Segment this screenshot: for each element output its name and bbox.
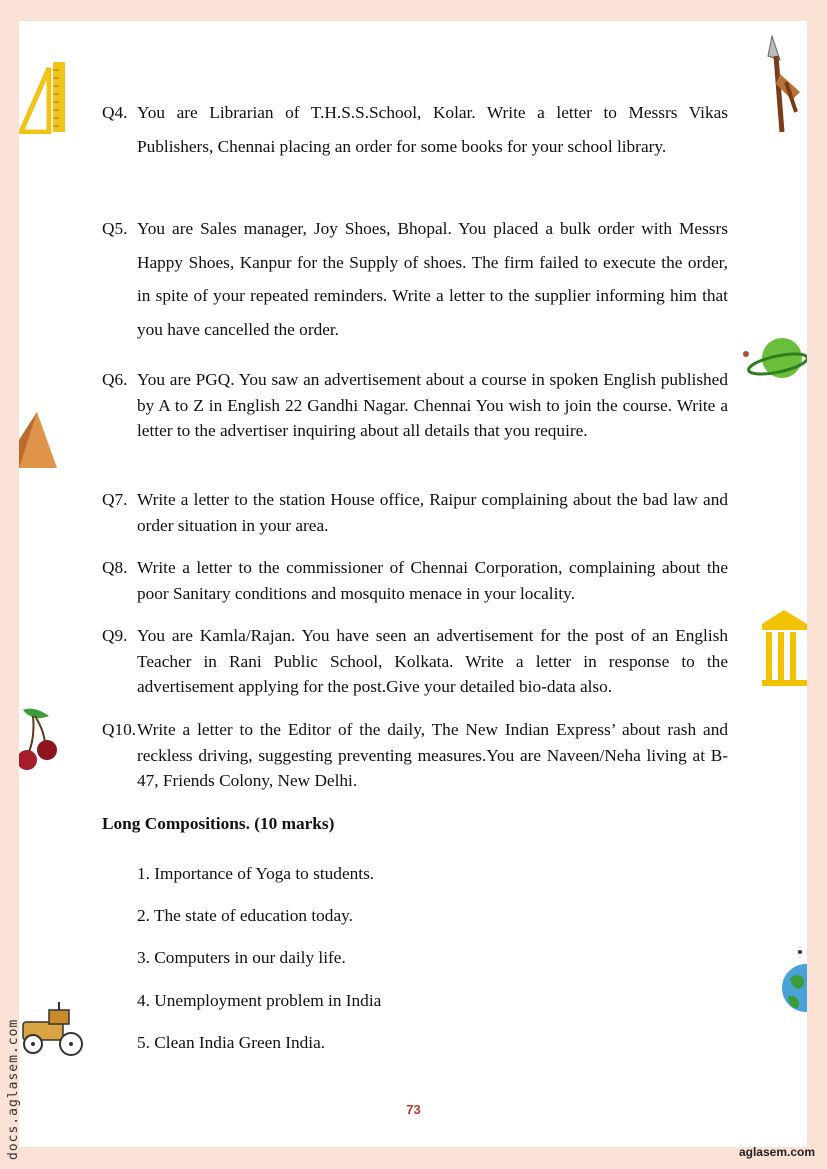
list-item: 2. The state of education today. bbox=[137, 906, 353, 925]
question-number: Q5. bbox=[102, 219, 128, 238]
list-item: 1. Importance of Yoga to students. bbox=[137, 864, 375, 883]
question-number: Q6. bbox=[102, 370, 128, 389]
page-number: 73 bbox=[406, 1102, 421, 1117]
question-q9 bbox=[102, 623, 728, 700]
greek-column-icon bbox=[760, 608, 807, 688]
question-q8 bbox=[102, 555, 728, 606]
vintage-car-icon bbox=[19, 998, 85, 1058]
list-item: 4. Unemployment problem in India bbox=[137, 991, 382, 1010]
cherries-icon bbox=[19, 706, 59, 776]
site-watermark: aglasem.com bbox=[738, 1145, 815, 1159]
question-q10 bbox=[102, 717, 728, 794]
question-number: Q9. bbox=[102, 626, 128, 645]
ruler-set-square-icon bbox=[19, 60, 67, 134]
question-text: You are Kamla/Rajan. You have seen an advertisement for the post of an English Teacher in Rani Public School, Kolkata. Write a letter in response to the advertisement applying for the post.Give your detailed bio-data also. bbox=[137, 626, 728, 696]
side-watermark: docs.aglasem.com bbox=[6, 1018, 21, 1160]
question-number: Q4. bbox=[102, 103, 128, 122]
globe-icon bbox=[780, 948, 807, 1018]
question-q7 bbox=[102, 487, 728, 538]
question-q6 bbox=[102, 367, 728, 444]
planet-ring-icon bbox=[742, 336, 807, 384]
question-text: You are PGQ. You saw an advertisement about a course in spoken English published by A to Z in English 22 Gandhi Nagar. Chennai You wish to join the course. Write a letter to the advertiser inquiring about all details that you require. bbox=[137, 370, 728, 440]
section-heading: Long Compositions. (10 marks) bbox=[102, 814, 335, 833]
list-item: 3. Computers in our daily life. bbox=[137, 948, 346, 967]
spear-arrow-icon bbox=[766, 34, 810, 134]
question-text: Write a letter to the commissioner of Chennai Corporation, complaining about the poor Sanitary conditions and mosquito menace in your locality. bbox=[137, 558, 728, 603]
pyramid-icon bbox=[19, 410, 59, 470]
question-text: Write a letter to the station House office, Raipur complaining about the bad law and order situation in your area. bbox=[137, 490, 728, 535]
question-text: Write a letter to the Editor of the daily, The New Indian Express’ about rash and reckless driving, suggesting preventing measures.You are Naveen/Neha living at B-47, Friends Colony, New Delhi. bbox=[137, 720, 728, 790]
question-number: Q10. bbox=[102, 720, 137, 739]
question-q4 bbox=[102, 96, 728, 163]
question-text: You are Librarian of T.H.S.S.School, Kolar. Write a letter to Messrs Vikas Publishers, Chennai placing an order for some books for your school library. bbox=[137, 103, 728, 156]
question-number: Q8. bbox=[102, 558, 128, 577]
question-number: Q7. bbox=[102, 490, 128, 509]
list-item: 5. Clean India Green India. bbox=[137, 1033, 326, 1052]
question-text: You are Sales manager, Joy Shoes, Bhopal. You placed a bulk order with Messrs Happy Shoes, Kanpur for the Supply of shoes. The firm failed to execute the order, in spite of your repeated reminders. Write a letter to the supplier informing him that you have cancelled the order. bbox=[137, 219, 728, 339]
question-q5 bbox=[102, 212, 728, 346]
